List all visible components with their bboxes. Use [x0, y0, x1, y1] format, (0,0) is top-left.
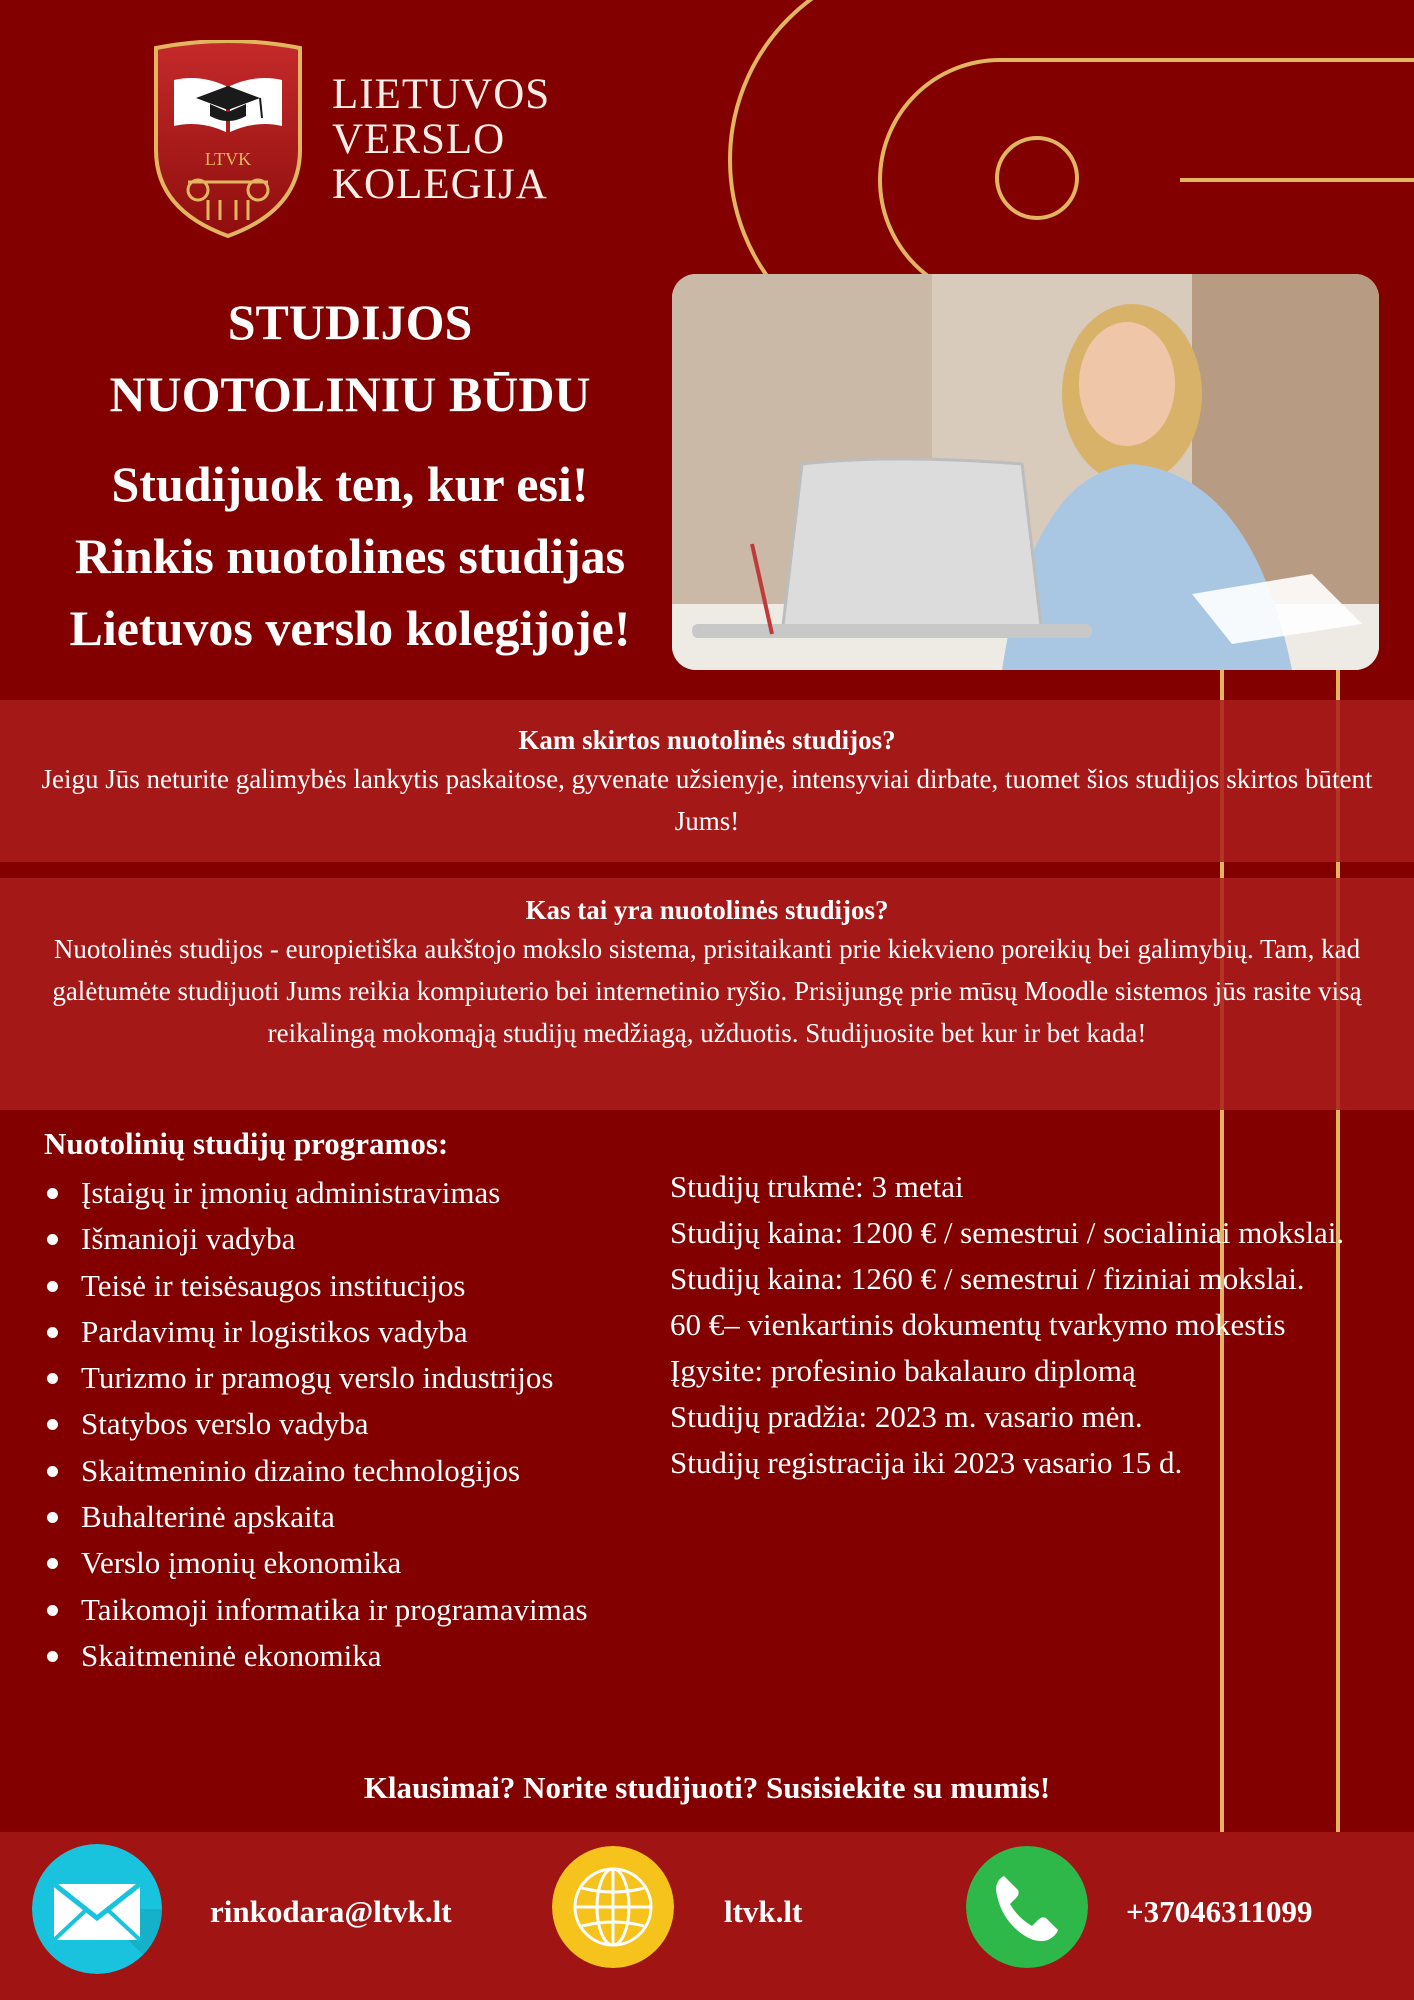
info-price-social: Studijų kaina: 1200 € / semestrui / socialiniai mokslai. [670, 1215, 1345, 1250]
program-item: Pardavimų ir logistikos vadyba [44, 1309, 588, 1355]
college-logo [148, 40, 308, 240]
logo-line-3: KOLEGIJA [332, 161, 548, 208]
section-what-is [0, 878, 1414, 1110]
phone-icon[interactable] [966, 1846, 1088, 1968]
logo-wordmark [332, 72, 550, 207]
info-price-physical: Studijų kaina: 1260 € / semestrui / fiziniai mokslai. [670, 1261, 1305, 1296]
program-item: Turizmo ir pramogų verslo industrijos [44, 1355, 588, 1401]
section-what-is-text: Nuotolinės studijos - europietiška aukštojo mokslo sistema, prisitaikanti prie kiekvieno poreikių bei galimybių. Tam, kad galėtumėte studijuoti Jums reikia kompiuterio bei internetinio ryšio. Prisijungę prie mūsų Moodle sistemos jūs rasite visą reikalingą mokomąją studijų medžiagą, užduotis. Studijuosite bet kur ir bet kada! [52, 934, 1362, 1048]
hero-photo [672, 274, 1379, 670]
website-link[interactable]: ltvk.lt [724, 1894, 803, 1929]
logo-line-1: LIETUVOS [332, 71, 551, 118]
info-start: Studijų pradžia: 2023 m. vasario mėn. [670, 1399, 1143, 1434]
contact-call-to-action: Klausimai? Norite studijuoti? Susisiekite su mumis! [363, 1770, 1051, 1805]
hero-title-line-1: STUDIJOS [227, 294, 473, 350]
programs-list [44, 1170, 588, 1679]
program-item: Išmanioji vadyba [44, 1216, 588, 1262]
hero-sub-line-2: Rinkis nuotolines studijas [74, 528, 626, 584]
hero-sub-line-1: Studijuok ten, kur esi! [111, 456, 589, 512]
program-item: Teisė ir teisėsaugos institucijos [44, 1263, 588, 1309]
logo-line-2: VERSLO [332, 116, 506, 163]
email-link[interactable]: rinkodara@ltvk.lt [210, 1894, 452, 1929]
section-what-is-heading: Kas tai yra nuotolinės studijos? [525, 895, 889, 925]
program-item: Taikomoji informatika ir programavimas [44, 1587, 588, 1633]
hero-subtitle [30, 448, 670, 664]
section-who-for [0, 700, 1414, 862]
program-item: Verslo įmonių ekonomika [44, 1540, 588, 1586]
section-who-for-text: Jeigu Jūs neturite galimybės lankytis paskaitose, gyvenate užsienyje, intensyviai dirbate, tuomet šios studijos skirtos būtent Jums! [41, 764, 1373, 836]
programs-title: Nuotolinių studijų programos: [44, 1126, 449, 1161]
program-item: Buhalterinė apskaita [44, 1494, 588, 1540]
email-icon[interactable] [32, 1844, 162, 1974]
study-info [670, 1164, 1370, 1486]
program-item: Įstaigų ir įmonių administravimas [44, 1170, 588, 1216]
logo-abbr: LTVK [204, 149, 252, 169]
program-item: Skaitmeninio dizaino technologijos [44, 1448, 588, 1494]
info-fee: 60 €– vienkartinis dokumentų tvarkymo mokestis [670, 1307, 1286, 1342]
hero-title [60, 286, 640, 430]
hero-title-line-2: NUOTOLINIU BŪDU [109, 366, 591, 422]
info-duration: Studijų trukmė: 3 metai [670, 1169, 964, 1204]
program-item: Statybos verslo vadyba [44, 1401, 588, 1447]
hero-sub-line-3: Lietuvos verslo kolegijoje! [69, 600, 631, 656]
section-who-for-heading: Kam skirtos nuotolinės studijos? [518, 725, 896, 755]
info-diploma: Įgysite: profesinio bakalauro diplomą [670, 1353, 1136, 1388]
globe-icon[interactable] [552, 1846, 674, 1968]
phone-link[interactable]: +37046311099 [1126, 1894, 1313, 1929]
program-item: Skaitmeninė ekonomika [44, 1633, 588, 1679]
info-registration: Studijų registracija iki 2023 vasario 15 d. [670, 1445, 1183, 1480]
